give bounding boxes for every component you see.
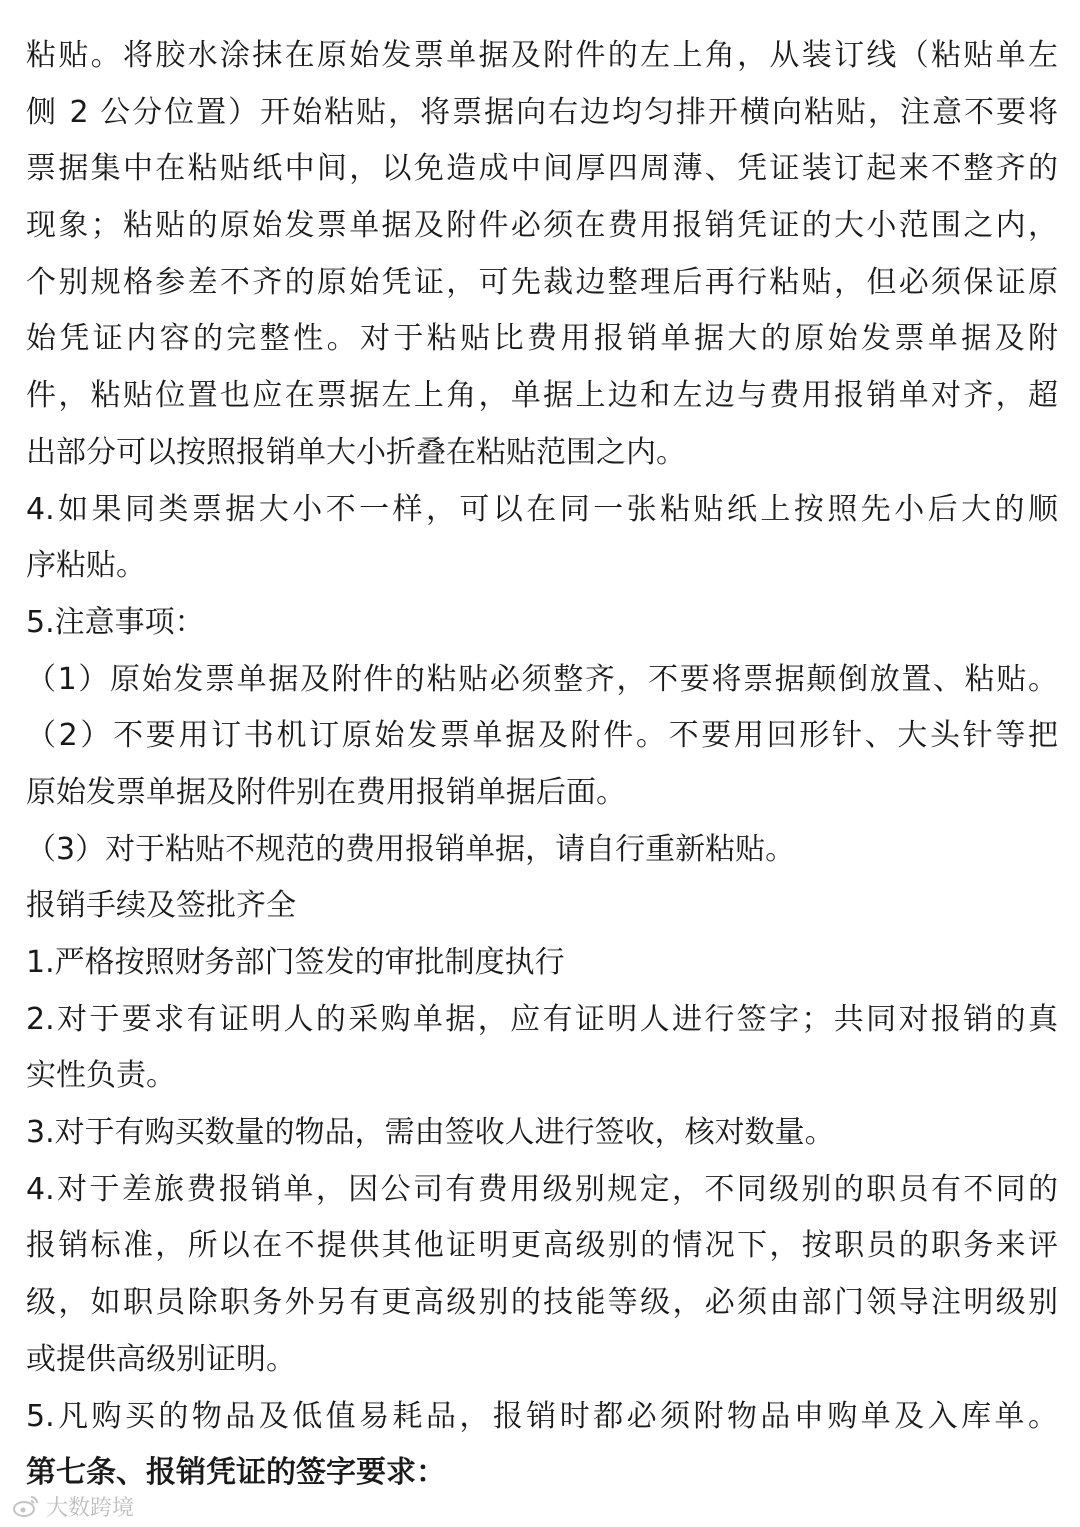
weibo-logo-icon (12, 1494, 40, 1518)
text-line: 级，如职员除职务外另有更高级别的技能等级，必须由部门领导注明级别 (26, 1285, 1058, 1321)
text-line: 票据集中在粘贴纸中间，以免造成中间厚四周薄、凭证装订起来不整齐的 (26, 151, 1058, 187)
text-line: 1.严格按照财务部门签发的审批制度执行 (26, 945, 565, 980)
text-line: 原始发票单据及附件别在费用报销单据后面。 (26, 774, 626, 810)
text-line: 4.如果同类票据大小不一样，可以在同一张粘贴纸上按照先小后大的顺 (26, 491, 1058, 527)
text-line: 3.对于有购买数量的物品，需由签收人进行签收，核对数量。 (26, 1115, 835, 1151)
text-line: 出部分可以按照报销单大小折叠在粘贴范围之内。 (26, 434, 686, 470)
text-line: （1）原始发票单据及附件的粘贴必须整齐，不要将票据颠倒放置、粘贴。 (26, 661, 1058, 697)
text-line: （2）不要用订书机订原始发票单据及附件。不要用回形针、大头针等把 (26, 718, 1058, 754)
text-line: 现象；粘贴的原始发票单据及附件必须在费用报销凭证的大小范围之内， (26, 208, 1058, 244)
text-line: 实性负责。 (26, 1058, 176, 1094)
text-line: 第七条、报销凭证的签字要求： (26, 1455, 446, 1491)
text-line: 侧 2 公分位置）开始粘贴，将票据向右边均匀排开横向粘贴，注意不要将 (26, 94, 1058, 130)
document-body (26, 28, 1058, 1502)
text-line: 或提供高级别证明。 (26, 1341, 296, 1377)
text-line: 个别规格参差不齐的原始凭证，可先裁边整理后再行粘贴，但必须保证原 (26, 264, 1058, 300)
text-line: 5.凡购买的物品及低值易耗品，报销时都必须附物品申购单及入库单。 (26, 1398, 1058, 1434)
text-line: 件，粘贴位置也应在票据左上角，单据上边和左边与费用报销单对齐，超 (26, 378, 1058, 414)
text-line: 2.对于要求有证明人的采购单据，应有证明人进行签字；共同对报销的真 (26, 1001, 1058, 1037)
text-line: 序粘贴。 (26, 548, 146, 584)
text-line: （3）对于粘贴不规范的费用报销单据，请自行重新粘贴。 (26, 831, 796, 867)
watermark-text: 大数跨境 (46, 1495, 135, 1521)
text-line: 始凭证内容的完整性。对于粘贴比费用报销单据大的原始发票单据及附 (26, 321, 1058, 357)
watermark (12, 1490, 134, 1522)
text-line: 粘贴。将胶水涂抹在原始发票单据及附件的左上角，从装订线（粘贴单左 (26, 38, 1058, 73)
text-line: 5.注意事项： (26, 604, 205, 640)
text-line: 报销手续及签批齐全 (26, 888, 296, 924)
text-line: 报销标准，所以在不提供其他证明更高级别的情况下，按职员的职务来评 (26, 1228, 1058, 1264)
text-line: 4.对于差旅费报销单，因公司有费用级别规定，不同级别的职员有不同的 (26, 1171, 1058, 1207)
